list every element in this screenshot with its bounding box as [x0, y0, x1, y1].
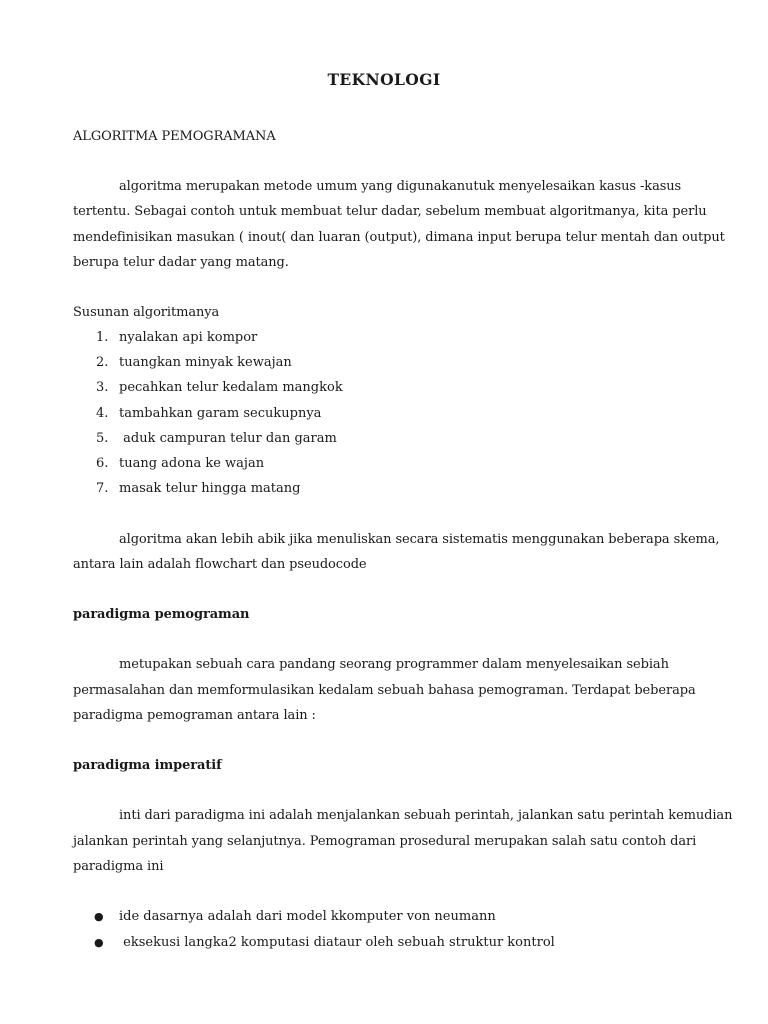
list-intro: Susunan algoritmanya [73, 305, 220, 320]
list-item-number: 5. [96, 431, 109, 446]
document-title: TEKNOLOGI [327, 70, 441, 89]
list-item: eksekusi langka2 komputasi diataur oleh sebuah struktur kontrol [119, 935, 555, 950]
section-heading-paradigma-imperatif: paradigma imperatif [73, 758, 222, 773]
paragraph-line: paradigma ini [73, 859, 164, 874]
section-heading-algoritma: ALGORITMA PEMOGRAMANA [73, 129, 276, 144]
list-item: ide dasarnya adalah dari model kkomputer von neumann [119, 909, 496, 924]
bullet-icon: ● [94, 910, 104, 923]
list-item-number: 2. [96, 355, 109, 370]
paragraph-line: mendefinisikan masukan ( inout( dan luaran (output), dimana input berupa telur mentah dan output [73, 230, 725, 245]
paragraph-line: paradigma pemograman antara lain : [73, 708, 316, 723]
paragraph-line: berupa telur dadar yang matang. [73, 255, 289, 270]
list-item: tambahkan garam secukupnya [119, 406, 322, 421]
paragraph-line: tertentu. Sebagai contoh untuk membuat telur dadar, sebelum membuat algoritmanya, kita perlu [73, 204, 707, 219]
list-item: tuangkan minyak kewajan [119, 355, 292, 370]
paragraph-line: permasalahan dan memformulasikan kedalam sebuah bahasa pemograman. Terdapat beberapa [73, 683, 696, 698]
bullet-icon: ● [94, 936, 104, 949]
paragraph-line: metupakan sebuah cara pandang seorang programmer dalam menyelesaikan sebiah [119, 657, 669, 672]
paragraph-line: algoritma akan lebih abik jika menuliskan secara sistematis menggunakan beberapa skema, [119, 532, 720, 547]
section-heading-paradigma-pemograman: paradigma pemograman [73, 607, 250, 622]
list-item: aduk campuran telur dan garam [119, 431, 337, 446]
paragraph-line: inti dari paradigma ini adalah menjalankan sebuah perintah, jalankan satu perintah kemudian [119, 808, 733, 823]
list-item-number: 4. [96, 406, 109, 421]
list-item: pecahkan telur kedalam mangkok [119, 380, 343, 395]
list-item: masak telur hingga matang [119, 481, 301, 496]
list-item: tuang adona ke wajan [119, 456, 265, 471]
list-item-number: 1. [96, 330, 109, 345]
paragraph-line: algoritma merupakan metode umum yang digunakanutuk menyelesaikan kasus -kasus [119, 179, 682, 194]
list-item-number: 7. [96, 481, 109, 496]
paragraph-line: antara lain adalah flowchart dan pseudocode [73, 557, 367, 572]
list-item: nyalakan api kompor [119, 330, 258, 345]
list-item-number: 6. [96, 456, 109, 471]
list-item-number: 3. [96, 380, 109, 395]
paragraph-line: jalankan perintah yang selanjutnya. Pemograman prosedural merupakan salah satu contoh dari [73, 834, 697, 849]
